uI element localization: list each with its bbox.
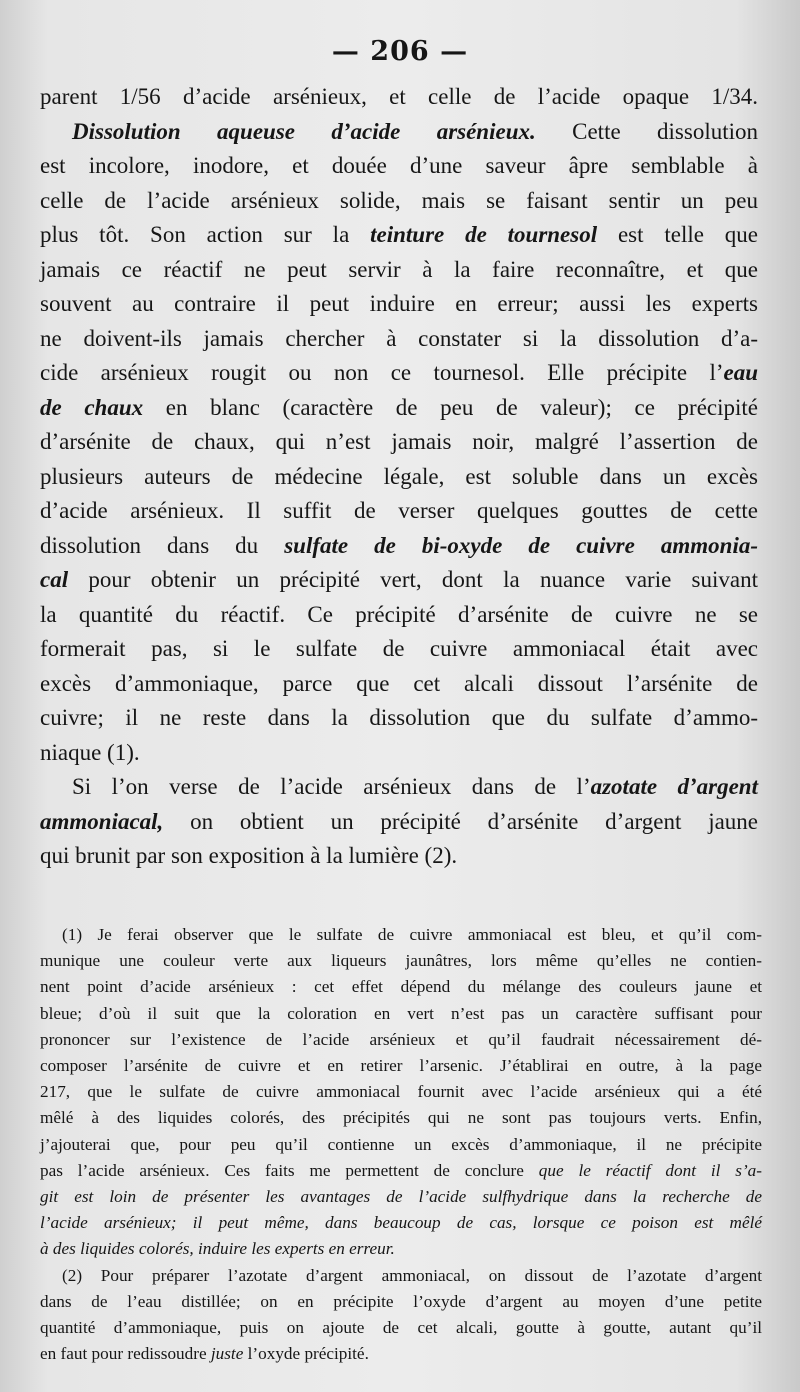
text-run: d’arsénite de chaux, qui n’est jamais noir, malgré l’assertion de (40, 429, 758, 454)
text-run: plus tôt. Son action sur la (40, 222, 371, 247)
text-run: pour obtenir un précipité vert, dont la nuance varie suivant (68, 567, 758, 592)
text-run: on obtient un précipité d’arsénite d’argent jaune (163, 808, 758, 834)
text-run: dissolution dans du (40, 532, 285, 558)
footnote-line (40, 922, 762, 948)
text-line (40, 253, 758, 288)
text-line (40, 218, 758, 253)
text-run: d’acide arsénieux. Il suffit de verser quelques gouttes de cette (40, 498, 758, 523)
text-run: excès d’ammoniaque, parce que cet alcali dissout l’arsénite de (40, 670, 758, 696)
text-line (40, 287, 758, 322)
text-run: ne doivent-ils jamais chercher à constater si la dissolution d’a- (40, 325, 758, 351)
footnote-line (40, 1289, 762, 1315)
text-run: ammoniacal, (40, 808, 164, 834)
text-line (40, 356, 758, 391)
text-line (40, 494, 758, 529)
text-run: de chaux (40, 394, 144, 420)
text-run: celle de l’acide arsénieux solide, mais se faisant sentir un peu (40, 187, 758, 213)
text-line (40, 667, 758, 702)
footnote-line (40, 948, 762, 974)
text-line (40, 425, 758, 460)
text-run: l’oxyde précipité. (243, 1344, 369, 1364)
text-run: pas l’acide arsénieux. Ces faits me permettent de conclure (40, 1160, 539, 1180)
text-run: composer l’arsénite de cuivre et en retirer l’arsenic. J’établirai en outre, à la page (40, 1056, 762, 1076)
text-run: nent point d’acide arsénieux : cet effet dépend du mélange des couleurs jaune et (40, 977, 762, 997)
text-run: (2) Pour préparer l’azotate d’argent ammoniacal, on dissout de l’azotate d’argent (62, 1265, 762, 1285)
footnote-line (40, 1079, 762, 1105)
text-run: quantité d’ammoniaque, puis on ajoute de cet alcali, goutte à goutte, autant qu’il (40, 1318, 762, 1338)
text-run: en blanc (caractère de peu de valeur); ce précipité (143, 394, 758, 420)
text-run: parent 1/56 d’acide arsénieux, et celle de l’acide opaque 1/34. (40, 84, 758, 109)
text-run: git est loin de présenter les avantages de l’acide sulfhydrique dans la recherche de (40, 1187, 762, 1207)
text-run: plusieurs auteurs de médecine légale, est soluble dans un excès (40, 463, 758, 489)
text-line (40, 149, 758, 184)
text-line (40, 736, 758, 771)
text-run: cuivre; il ne reste dans la dissolution que du sulfate d’ammo- (40, 705, 758, 730)
text-run: à des liquides colorés, induire les experts en erreur. (40, 1239, 395, 1259)
text-run: j’ajouterai que, pour peu qu’il contienne un excès d’ammoniaque, il ne précipite (40, 1134, 762, 1154)
text-run: est incolore, inodore, et douée d’une saveur âpre semblable à (40, 153, 758, 178)
text-line (40, 322, 758, 357)
text-run: cal (40, 567, 69, 592)
text-run: dans de l’eau distillée; on en précipite l’oxyde d’argent au moyen d’une petite (40, 1291, 762, 1311)
text-run: jamais ce réactif ne peut servir à la faire reconnaître, et que (40, 256, 758, 282)
text-line (40, 598, 758, 633)
text-line (40, 184, 758, 219)
footnote-line (40, 1158, 762, 1184)
text-line (40, 529, 758, 564)
text-run: teinture de tournesol (370, 222, 598, 247)
text-run: munique une couleur verte aux liqueurs jaunâtres, lors même qu’elles ne contien- (40, 951, 762, 971)
text-run: juste (210, 1344, 244, 1364)
text-run: mêlé à des liquides colorés, des précipités qui ne sont pas toujours verts. Enfin, (40, 1108, 762, 1128)
text-line (40, 391, 758, 426)
text-run: Cette dissolution (535, 118, 758, 144)
text-line (40, 80, 758, 115)
footnote-line (40, 974, 762, 1000)
footnotes-block (40, 922, 762, 1367)
footnote-line (40, 1053, 762, 1079)
text-run: 217, que le sulfate de cuivre ammoniacal fournit avec l’acide arsénieux qui a été (40, 1082, 762, 1102)
footnote-line (40, 1184, 762, 1210)
text-run: sulfate de bi-oxyde de cuivre ammonia- (284, 532, 758, 558)
text-run: azotate d’argent (590, 774, 758, 799)
page-number: — 206 — (331, 36, 469, 67)
text-run: souvent au contraire il peut induire en erreur; aussi les experts (40, 291, 758, 316)
text-run: Dissolution aqueuse d’acide arsénieux. (72, 118, 536, 144)
text-run: formerait pas, si le sulfate de cuivre ammoniacal était avec (40, 636, 758, 661)
footnote-line (40, 1132, 762, 1158)
text-line (40, 460, 758, 495)
text-run: Si l’on verse de l’acide arsénieux dans de l’ (72, 774, 591, 799)
text-run: que le réactif dont il s’a- (538, 1160, 762, 1180)
text-line (40, 805, 758, 840)
text-line (40, 839, 758, 874)
text-run: cide arsénieux rougit ou non ce tournesol. Elle précipite l’ (40, 360, 724, 385)
footnote-line (40, 1001, 762, 1027)
main-text-block (40, 80, 758, 874)
footnote-line (40, 1105, 762, 1131)
footnote-line (40, 1263, 762, 1289)
text-run: (1) Je ferai observer que le sulfate de cuivre ammoniacal est bleu, et qu’il com- (62, 925, 762, 944)
text-line (40, 770, 758, 805)
footnote-line (40, 1027, 762, 1053)
text-run: niaque (1). (40, 739, 140, 765)
text-line (40, 563, 758, 598)
footnote-line (40, 1341, 762, 1367)
text-run: bleue; d’où il suit que la coloration en vert n’est pas un caractère suffisant pour (40, 1003, 762, 1023)
text-run: qui brunit par son exposition à la lumière (2). (40, 843, 458, 868)
footnote-line (40, 1210, 762, 1236)
footnote-line (40, 1315, 762, 1341)
text-line (40, 632, 758, 667)
text-line (40, 701, 758, 736)
text-line (40, 115, 758, 150)
text-run: prononcer sur l’existence de l’acide arsénieux et qu’il faudrait nécessairement dé- (40, 1029, 762, 1049)
text-run: en faut pour redissoudre (40, 1344, 211, 1364)
footnote-line (40, 1236, 762, 1262)
text-run: est telle que (597, 222, 758, 247)
text-run: eau (723, 360, 758, 385)
text-run: la quantité du réactif. Ce précipité d’arsénite de cuivre ne se (40, 601, 758, 627)
text-run: l’acide arsénieux; il peut même, dans beaucoup de cas, lorsque ce poison est mêlé (40, 1213, 762, 1233)
